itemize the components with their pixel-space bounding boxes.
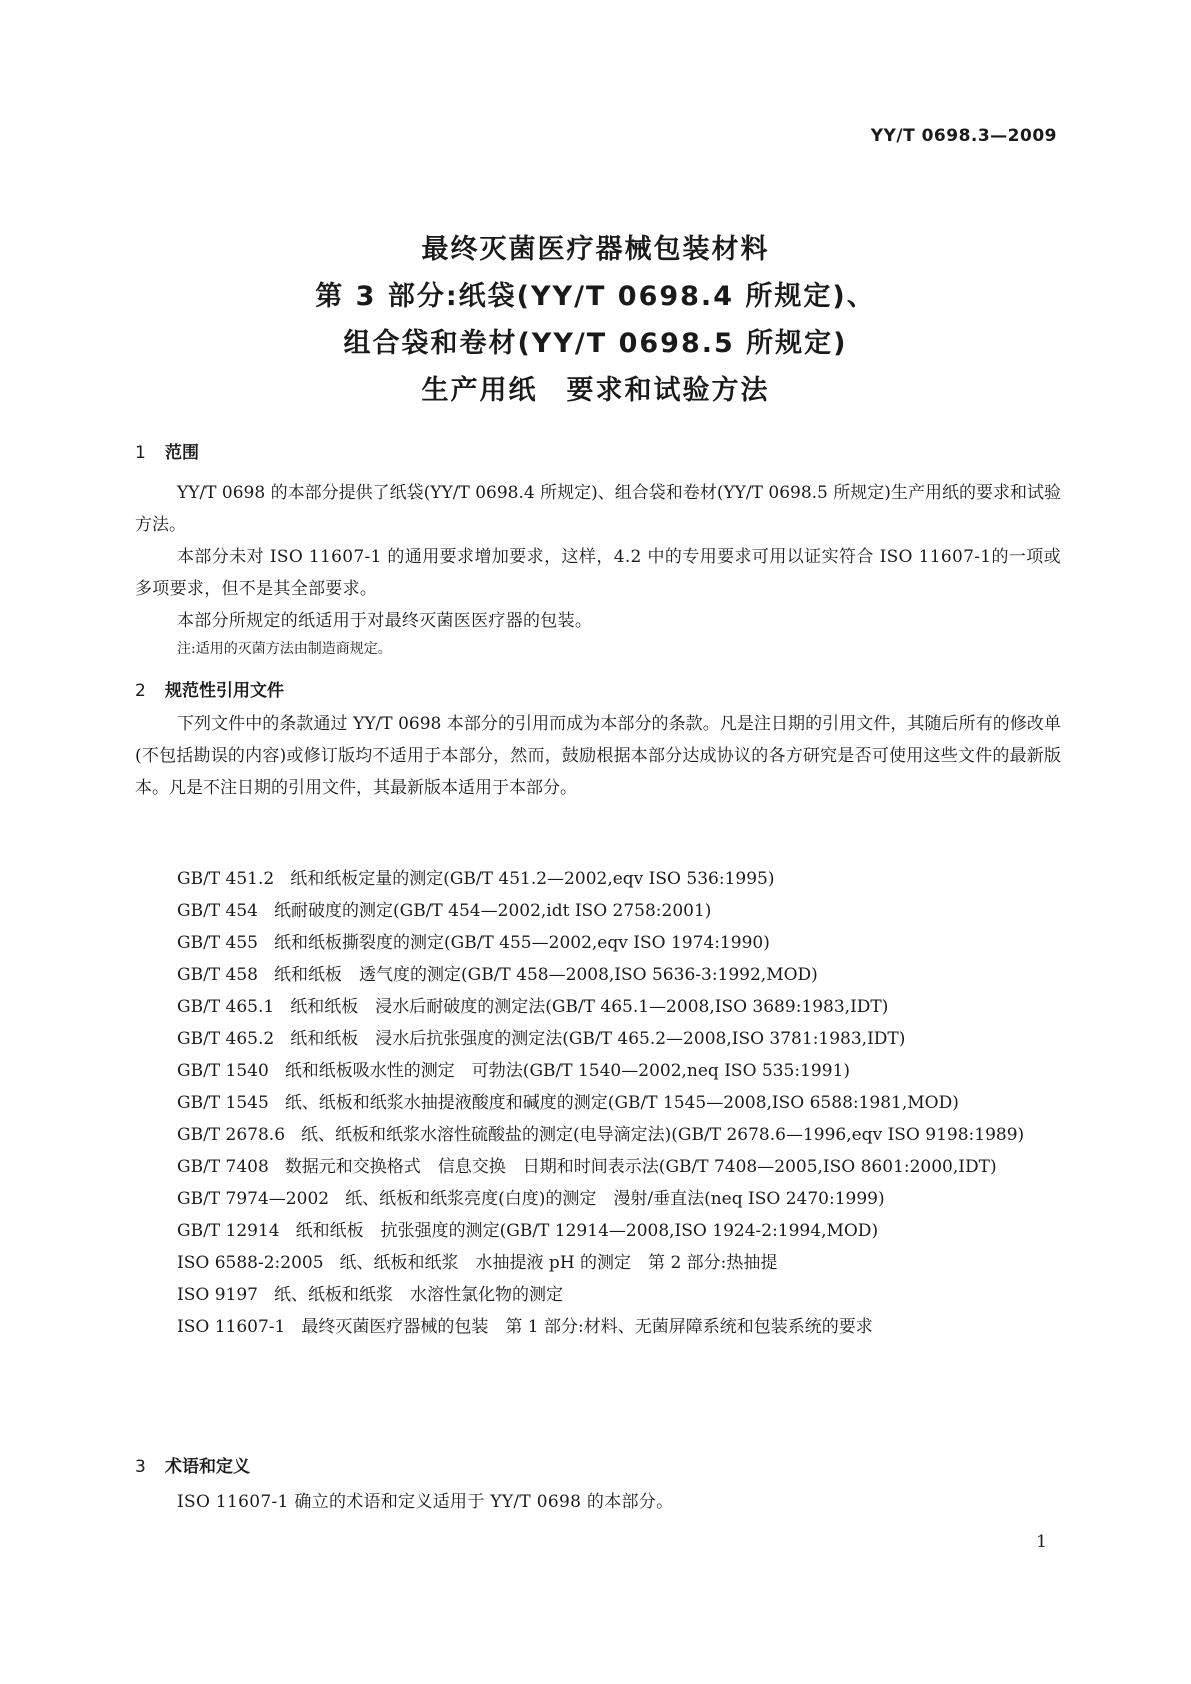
reference-item <box>135 1279 1061 1311</box>
reference-code: GB/T 465.1 <box>177 997 275 1017</box>
reference-title: 纸、纸板和纸浆水溶性硫酸盐的测定(电导滴定法)(GB/T 2678.6—1996,eqv ISO 9198:1989) <box>301 1125 1025 1145</box>
reference-item <box>135 1023 1061 1055</box>
reference-title: 最终灭菌医疗器械的包装 第 1 部分:材料、无菌屏障系统和包装系统的要求 <box>301 1317 873 1337</box>
title-line: 组合袋和卷材(YY/T 0698.5 所规定) <box>343 328 848 359</box>
reference-item <box>135 863 1061 895</box>
reference-title: 纸和纸板 抗张强度的测定(GB/T 12914—2008,ISO 1924-2:1994,MOD) <box>295 1221 879 1241</box>
section-number: 1 <box>135 443 146 463</box>
reference-code: GB/T 458 <box>177 965 258 985</box>
section-title: 规范性引用文件 <box>165 681 284 701</box>
reference-code: GB/T 12914 <box>177 1221 280 1241</box>
section-heading-scope <box>135 438 199 463</box>
reference-item <box>135 1215 1061 1247</box>
reference-code: GB/T 454 <box>177 901 258 921</box>
reference-item <box>135 1183 1061 1215</box>
reference-title: 纸、纸板和纸浆水抽提液酸度和碱度的测定(GB/T 1545—2008,ISO 6588:1981,MOD) <box>284 1093 959 1113</box>
reference-code: GB/T 455 <box>177 933 258 953</box>
section-heading-normative-references <box>135 676 284 701</box>
reference-code: ISO 6588-2:2005 <box>177 1253 324 1273</box>
section-title: 范围 <box>165 443 199 463</box>
document-title <box>0 226 1191 414</box>
reference-title: 纸耐破度的测定(GB/T 454—2002,idt ISO 2758:2001) <box>274 901 712 921</box>
reference-item <box>135 991 1061 1023</box>
reference-title: 纸、纸板和纸浆亮度(白度)的测定 漫射/垂直法(neq ISO 2470:1999) <box>345 1189 885 1209</box>
reference-title: 数据元和交换格式 信息交换 日期和时间表示法(GB/T 7408—2005,ISO 8601:2000,IDT) <box>284 1157 997 1177</box>
section-title: 术语和定义 <box>165 1457 250 1477</box>
section-number: 3 <box>135 1457 146 1477</box>
reference-item <box>135 1311 1061 1343</box>
reference-code: GB/T 1540 <box>177 1061 269 1081</box>
reference-title: 纸和纸板 透气度的测定(GB/T 458—2008,ISO 5636-3:1992,MOD) <box>274 965 818 985</box>
reference-item <box>135 959 1061 991</box>
reference-item <box>135 1087 1061 1119</box>
reference-title: 纸和纸板 浸水后抗张强度的测定法(GB/T 465.2—2008,ISO 3781:1983,IDT) <box>290 1029 906 1049</box>
reference-code: ISO 9197 <box>177 1285 258 1305</box>
reference-title: 纸、纸板和纸浆 水溶性氯化物的测定 <box>273 1285 563 1305</box>
page-number: 1 <box>1036 1532 1047 1552</box>
reference-item <box>135 895 1061 927</box>
reference-item <box>135 1119 1061 1151</box>
title-line: 最终灭菌医疗器械包装材料 <box>421 234 770 265</box>
reference-list <box>135 863 1061 1343</box>
reference-code: GB/T 465.2 <box>177 1029 275 1049</box>
reference-title: 纸和纸板吸水性的测定 可勃法(GB/T 1540—2002,neq ISO 535:1991) <box>284 1061 850 1081</box>
reference-item <box>135 927 1061 959</box>
reference-title: 纸和纸板 浸水后耐破度的测定法(GB/T 465.1—2008,ISO 3689:1983,IDT) <box>290 997 889 1017</box>
reference-item <box>135 1247 1061 1279</box>
reference-code: GB/T 7974—2002 <box>177 1189 330 1209</box>
paragraph: 下列文件中的条款通过 YY/T 0698 本部分的引用而成为本部分的条款。凡是注日期的引用文件，其随后所有的修改单(不包括勘误的内容)或修订版均不适用于本部分，然而，鼓励根据本部分达成协议的各方研究是否可使用这些文件的最新版本。凡是不注日期的引用文件，其最新版本适用于本部分。 <box>135 714 1061 798</box>
paragraph: 本部分未对 ISO 11607-1 的通用要求增加要求，这样，4.2 中的专用要求可用以证实符合 ISO 11607-1的一项或多项要求，但不是其全部要求。 <box>135 547 1061 599</box>
reference-title: 纸和纸板撕裂度的测定(GB/T 455—2002,eqv ISO 1974:1990) <box>274 933 770 953</box>
reference-code: GB/T 451.2 <box>177 869 275 889</box>
paragraph: 本部分所规定的纸适用于对最终灭菌医医疗器的包装。 <box>177 611 593 631</box>
paragraph: YY/T 0698 的本部分提供了纸袋(YY/T 0698.4 所规定)、组合袋和卷材(YY/T 0698.5 所规定)生产用纸的要求和试验方法。 <box>135 483 1061 535</box>
reference-code: ISO 11607-1 <box>177 1317 286 1337</box>
section-number: 2 <box>135 681 146 701</box>
reference-title: 纸和纸板定量的测定(GB/T 451.2—2002,eqv ISO 536:1995) <box>290 869 775 889</box>
section-heading-terms <box>135 1452 250 1477</box>
paragraph: ISO 11607-1 确立的术语和定义适用于 YY/T 0698 的本部分。 <box>177 1492 674 1512</box>
reference-code: GB/T 7408 <box>177 1157 269 1177</box>
reference-code: GB/T 1545 <box>177 1093 269 1113</box>
document-code: YY/T 0698.3—2009 <box>870 126 1057 146</box>
title-line: 第 3 部分:纸袋(YY/T 0698.4 所规定)、 <box>315 281 876 312</box>
note: 注:适用的灭菌方法由制造商规定。 <box>177 641 392 657</box>
title-line: 生产用纸 要求和试验方法 <box>421 375 770 406</box>
reference-title: 纸、纸板和纸浆 水抽提液 pH 的测定 第 2 部分:热抽提 <box>339 1253 778 1273</box>
reference-item <box>135 1151 1061 1183</box>
reference-code: GB/T 2678.6 <box>177 1125 286 1145</box>
reference-item <box>135 1055 1061 1087</box>
